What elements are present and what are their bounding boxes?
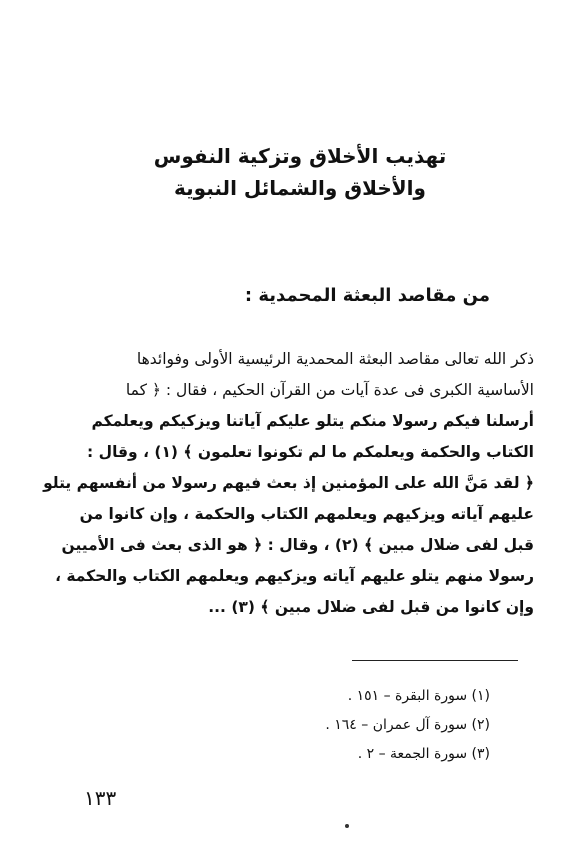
chapter-title	[150, 140, 450, 204]
body-line-5: ﴿ لقد مَنَّ الله على المؤمنين إذ بعث فيهم رسولا من أنفسهم يتلو	[43, 474, 534, 492]
printer-mark	[345, 824, 349, 828]
footnote-3: (٣) سورة الجمعة – ٢ .	[357, 746, 490, 762]
footnotes	[240, 682, 490, 769]
chapter-title-line-2: والأخلاق والشمائل النبوية	[174, 176, 426, 200]
page-number: ١٣٣	[84, 786, 117, 810]
section-heading: من مقاصد البعثة المحمدية :	[244, 285, 490, 306]
body-line-3: أرسلنا فيكم رسولا منكم يتلو عليكم آياتنا ويزكيكم ويعلمكم	[91, 412, 534, 430]
body-line-1: ذكر الله تعالى مقاصد البعثة المحمدية الرئيسية الأولى وفوائدها	[136, 350, 534, 368]
chapter-title-line-1: تهذيب الأخلاق وتزكية النفوس	[153, 144, 447, 168]
body-line-7: قبل لفى ضلال مبين ﴾ (٢) ، وقال : ﴿ هو الذى بعث فى الأميين	[61, 536, 534, 554]
body-line-8: رسولا منهم يتلو عليهم آياته ويزكيهم ويعلمهم الكتاب والحكمة ،	[55, 567, 534, 585]
footnote-separator	[352, 660, 518, 661]
body-line-4: الكتاب والحكمة ويعلمكم ما لم تكونوا تعلمون ﴾ (١) ، وقال :	[87, 443, 534, 461]
body-line-2: الأساسية الكبرى فى عدة آيات من القرآن الحكيم ، فقال : ﴿ كما	[125, 381, 534, 399]
body-paragraph	[38, 344, 534, 623]
body-line-6: عليهم آياته ويزكيهم ويعلمهم الكتاب والحكمة ، وإن كانوا من	[79, 505, 534, 523]
footnote-1: (١) سورة البقرة – ١٥١ .	[347, 688, 490, 704]
body-line-9: وإن كانوا من قبل لفى ضلال مبين ﴾ (٣) ...	[208, 598, 534, 616]
footnote-2: (٢) سورة آل عمران – ١٦٤ .	[325, 717, 490, 733]
